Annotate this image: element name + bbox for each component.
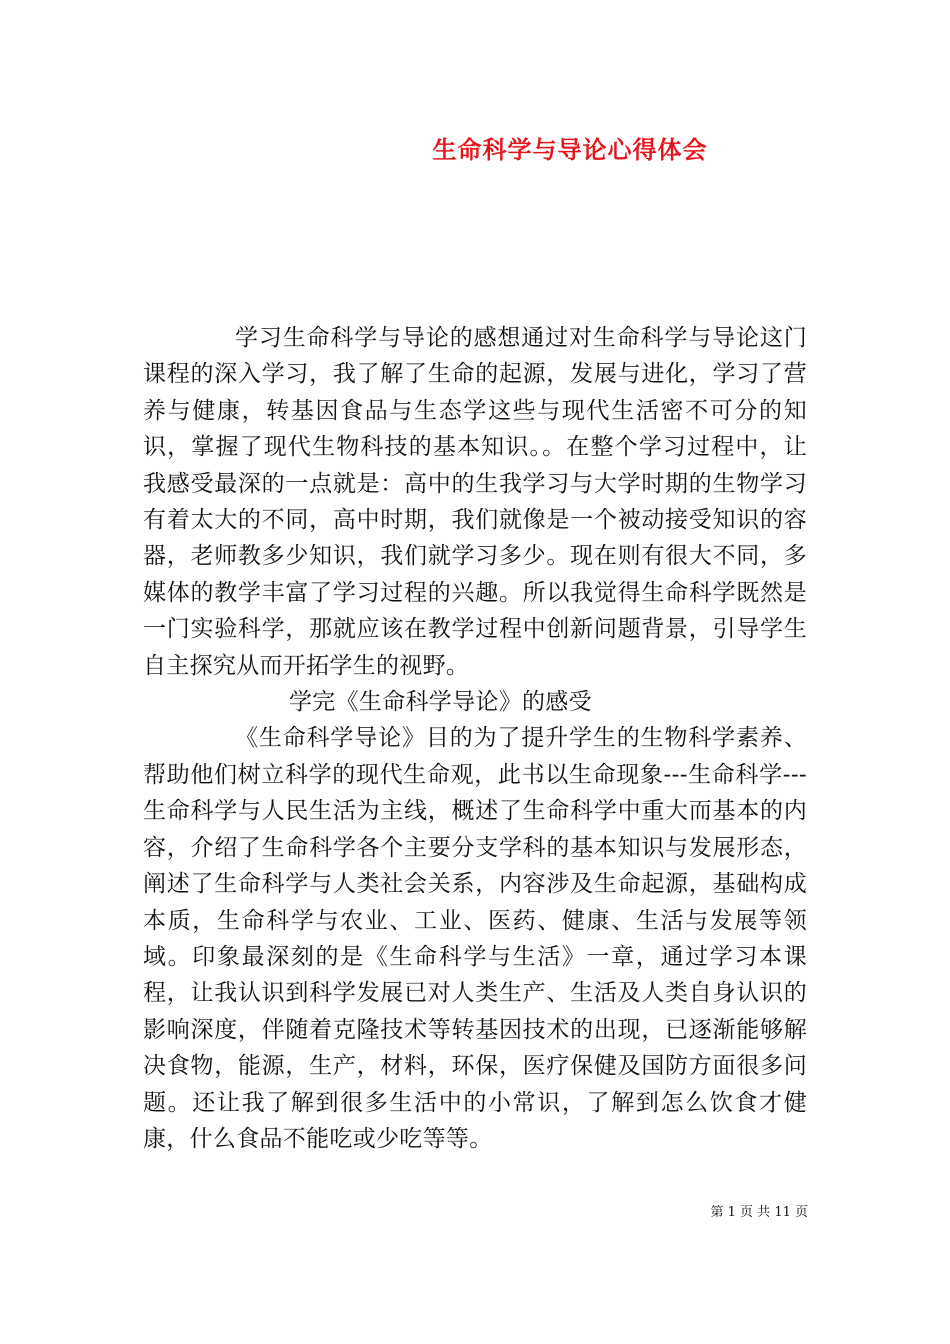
paragraph-intro: 学习生命科学与导论的感想通过对生命科学与导论这门课程的深入学习，我了解了生命的起源，发展与进化，学习了营养与健康，转基因食品与生态学这些与现代生活密不可分的知识，掌握了现代生物科技的基本知识。。在整个学习过程中，让我感受最深的一点就是：高中的生我学习与大学时期的生物学习有着太大的不同，高中时期，我们就像是一个被动接受知识的容器，老师教多少知识，我们就学习多少。现在则有很大不同，多媒体的教学丰富了学习过程的兴趣。所以我觉得生命科学既然是一门实验科学，那就应该在教学过程中创新问题背景，引导学生自主探究从而开拓学生的视野。 — [143, 325, 807, 679]
document-title: 生命科学与导论心得体会 — [432, 135, 708, 164]
page-number: 第 1 页 共 11 页 — [710, 1205, 808, 1220]
paragraph-review: 《生命科学导论》目的为了提升学生的生物科学素养、帮助他们树立科学的现代生命观，此书以生命现象---生命科学---生命科学与人民生活为主线，概述了生命科学中重大而基本的内容，介绍了生命科学各个主要分支学科的基本知识与发展形态，阐述了生命科学与人类社会关系，内容涉及生命起源，基础构成本质，生命科学与农业、工业、医药、健康、生活与发展等领域。印象最深刻的是《生命科学与生活》一章，通过学习本课程，让我认识到科学发展已对人类生产、生活及人类自身认识的影响深度，伴随着克隆技术等转基因技术的出现，已逐渐能够解决食物，能源，生产，材料，环保，医疗保健及国防方面很多问题。还让我了解到很多生活中的小常识，了解到怎么饮食才健康，什么食品不能吃或少吃等等。 — [143, 725, 807, 1152]
section-subtitle: 学完《生命科学导论》的感受 — [289, 689, 592, 716]
document-body — [143, 320, 807, 1157]
